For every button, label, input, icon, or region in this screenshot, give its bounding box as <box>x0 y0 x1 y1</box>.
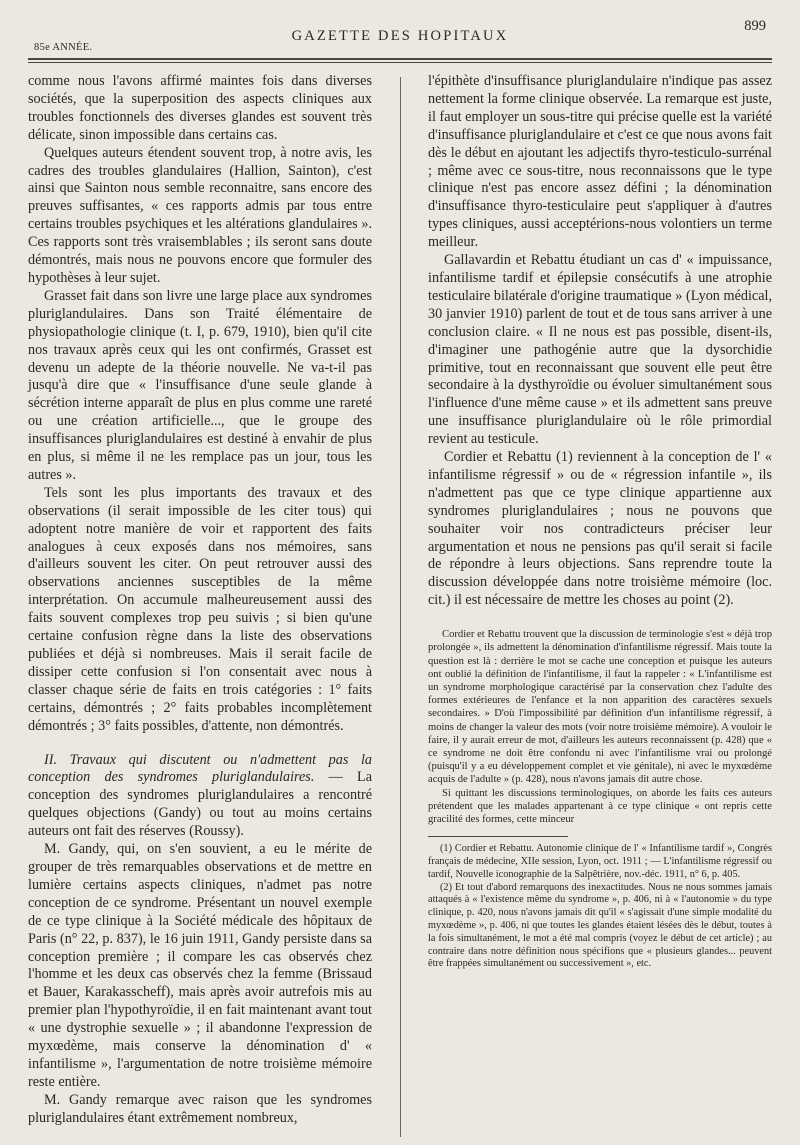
footnotes <box>428 843 772 971</box>
paragraph: M. Gandy remarque avec raison que les syndromes pluriglandulaires étant extrêmement nombreux, <box>28 1091 372 1126</box>
columns <box>28 73 772 1137</box>
section-heading-paragraph <box>28 752 372 842</box>
paragraph: Grasset fait dans son livre une large place aux syndromes pluriglandulaires. Dans son Traité élémentaire de physiopathologie clinique (t. I, p. 679, 1910), bien qu'il cite nos travaux après ceux qui les ont confirmés, Grasset est devenu un adepte de la théorie nouvelle. Ne va-t-il pas jusqu'à dire que « l'insuffisance d'une seule glande à sécrétion interne apparaît de plus en plus comme une rareté ou une création artificielle..., que le groupe des insuffisances pluriglandulaires est destiné à envahir de plus en plus, si même il ne les remplace pas un jour, tous les autres ». <box>28 287 372 483</box>
paragraph: Gallavardin et Rebattu étudiant un cas d' « impuissance, infantilisme tardif et épilepsie consécutifs à une atrophie testiculaire bilatérale d'origine traumatique » (Lyon médical, 30 janvier 1910) parlent de tout et de tous sans arriver à une conclusion claire. « Il ne nous est pas possible, disent-ils, d'imaginer une pathogénie autre que la dysorchidie primitive, tout en reconnaissant que souvent elle peut être secondaire à la dysthyroïdie ou évoluer simultanément sous l'influence d'une même cause » et ils admettent sans preuve une insuffisance pluriglandulaire où le rôle primordial revient au testicule. <box>428 252 772 448</box>
issue-label: 85e ANNÉE. <box>34 42 93 53</box>
footnote: (2) Et tout d'abord remarquons des inexactitudes. Nous ne nous sommes jamais attaqués à « l'existence même du syndrome », p. 406, ni à « l'autonomie » du type clinique, p. 420, nous n'avons jamais dit qu'il « s'agissait d'une simple modalité du myxœdème », p. 406, ni que toutes les glandes étaient lésées dès le début, toutes à la fois simultanément, le mot a été mal compris (voyez le début de cet article) ; au contraire dans notre définition nous spécifions que « plusieurs glandes... peuvent être frappées simultanément ou successivement », etc. <box>428 881 772 970</box>
footnote-rule <box>428 836 568 837</box>
journal-title: GAZETTE DES HOPITAUX <box>291 28 509 44</box>
paragraph: l'épithète d'insuffisance pluriglandulaire n'indique pas assez nettement la forme clinique observée. La remarque est juste, il faut employer un sous-titre qui précise quelle est la variété d'insuffisance pluriglandulaire et c'est ce que nous avons fait dès le début en ajoutant les adjectifs thyro-testiculo-surrénal ; même avec ce sous-titre, nous reconnaissons que le type clinique n'est pas encore assez défini ; la dénomination d'insuffisance thyro-testiculaire peut s'appliquer à d'autres types cliniques, aussi acceptérions-nous volontiers un terme meilleur. <box>428 73 772 251</box>
left-column <box>28 73 372 1137</box>
page-number: 899 <box>744 18 766 34</box>
footnote: (1) Cordier et Rebattu. Autonomie clinique de l' « Infantilisme tardif », Congrès français de médecine, XIIe session, Lyon, oct. 1911 ; — L'infantilisme régressif ou tardif, Nouvelle iconographie de la Salpêtrière, nov.-déc. 1911, n° 6, p. 405. <box>428 843 772 880</box>
paragraph: Quelques auteurs étendent souvent trop, à notre avis, les cadres des troubles glandulaires (Hallion, Sainton), c'est ainsi que Sainton nous semble reconnaitre, sans encore des preuves suffisantes, « ces rapports admis par tous entre certains troubles psychiques et les altérations glandulaires ». Ces rapports sont très vraisemblables ; ils seront sans doute démontrés, mais nous ne pouvons encore que formuler des hypothèses à leur sujet. <box>28 144 372 286</box>
section-text: — La conception des syndromes pluriglandulaires a rencontré quelques objections (Gandy) ou tout au moins certains auteurs ont fait des réserves (Roussy). <box>28 769 373 840</box>
paragraph: Cordier et Rebattu (1) reviennent à la conception de l' « infantilisme régressif » ou de « régression infantile », ils n'admettent pas que ce type clinique appartienne aux syndromes pluriglandulaires ; nous ne pouvons que souhaiter voir nos contradicteurs préciser leur argumentation et nous ne pensions pas qu'il serait si facile de répondre à leurs objections. Sans reprendre toute la discussion développée dans notre troisième mémoire (loc. cit.) il est nécessaire de mettre les choses au point (2). <box>428 449 772 609</box>
header-rule-thin <box>28 62 772 63</box>
small-print-note <box>428 628 772 826</box>
column-divider <box>400 77 401 1137</box>
note-paragraph: Cordier et Rebattu trouvent que la discussion de terminologie s'est « déjà trop prolongée », ils admettent la dénomination d'infantilisme régressif. Mais toute la question est là : derrière le mot se cache une conception et puisque les auteurs ont oublié la définition de l'infantilisme, il faut la rappeler : « L'infantilisme est un syndrome morphologique caractérisé par la conservation chez l'adulte des formes extérieures de l'enfance et la non apparition des caractères sexuels secondaires. » D'où l'impossibilité par définition d'un infantilisme régressif, à moins de changer la valeur des mots (voir notre troisième mémoire). A vouloir le faire, il y aurait erreur de mot, d'ailleurs les auteurs reconnaissent (p. 428) que « ce syndrome ne doit être confondu ni avec l'infantilisme vrai ou prolongé (puisqu'il y a eu développement complet et vie génitale), ni avec le myxœdème acquis de l'adulte » (p. 428), nous n'avons jamais dit autre chose. <box>428 629 772 786</box>
page-header <box>28 14 772 53</box>
section-title: II. Travaux qui discutent ou n'admettent pas la conception des syndromes pluriglandulaires. <box>28 751 372 786</box>
right-column <box>428 73 772 1137</box>
paragraph: Tels sont les plus importants des travaux et des observations (il serait impossible de les citer tous) qui adoptent notre manière de voir et rapportent des faits analogues à ceux exposés dans nos mémoires, sans d'ailleurs souvent les citer. On peut retrouver aussi des observations anciennes susceptibles de la même interprétation. On accumule malheureusement aussi des faits souvent complexes trop peu suivis ; si bien qu'une certaine confusion règne dans la liste des observations publiées et déjà si nombreuses. Mais il serait facile de dissiper cette confusion si l'on consentait avec nous à classer chaque série de faits en trois catégories : 1° faits certains, démontrés ; 2° faits probables incomplètement démontrés ; 3° faits possibles, d'attente, non démontrés. <box>28 484 372 734</box>
paragraph: M. Gandy, qui, on s'en souvient, a eu le mérite de grouper de très remarquables observations et de mettre en lumière certains aspects cliniques, n'admet pas notre conception de ce syndrome. Présentant un nouvel exemple de ce type clinique à la Société médicale des hôpitaux de Paris (n° 22, p. 837), le 16 juin 1911, Gandy persiste dans sa conception première ; il compare les cas observés chez l'homme et les deux cas observés chez la femme (Brissaud et Bauer, Karakasscheff), mais après avoir autrefois mis au premier plan l'hypothyroïdie, il en fait maintenant avant tout « une dystrophie sexuelle » ; il abandonne l'expression de myxœdème, mais conserve la dénomination d' « infantilisme », l'argumentation de notre troisième mémoire reste entière. <box>28 841 372 1090</box>
paragraph: comme nous l'avons affirmé maintes fois dans diverses sociétés, que la superposition des aspects cliniques aux troubles fonctionnels des diverses glandes est souvent très délicate, sinon impossible dans certains cas. <box>28 73 372 143</box>
header-rule <box>28 58 772 60</box>
note-paragraph: Si quittant les discussions terminologiques, on aborde les faits ces auteurs prétendent que les malades appartenant à ce type clinique « ont repris cette gracilité des formes, cette minceur <box>428 787 772 826</box>
